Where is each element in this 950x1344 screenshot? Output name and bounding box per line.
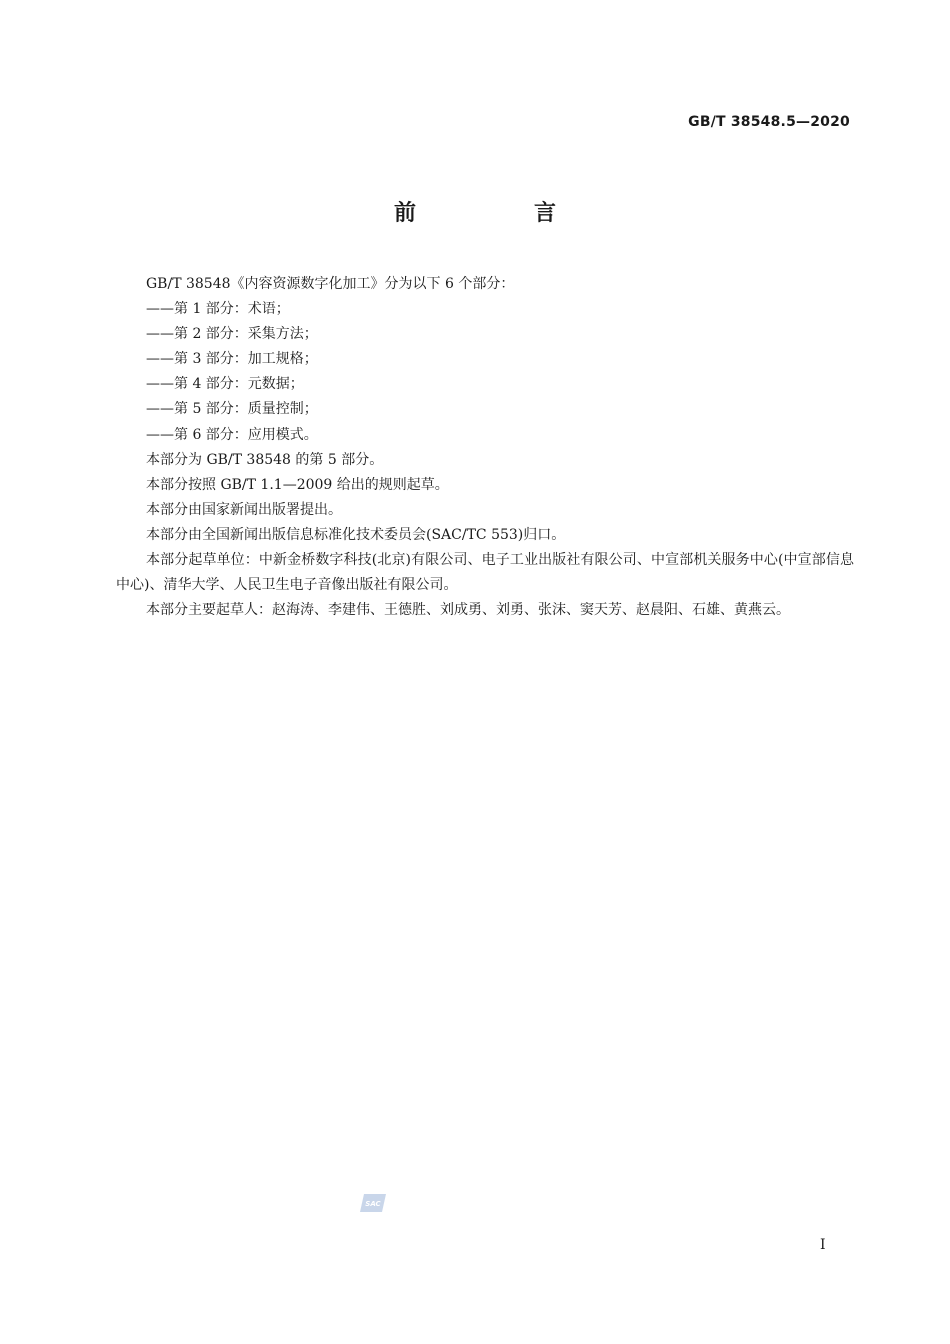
paragraph-drafters: 本部分主要起草人：赵海涛、李建伟、王德胜、刘成勇、刘勇、张沫、窦天芳、赵晨阳、石雄、黄燕云。 (146, 602, 790, 619)
list-item-part-2: ——第 2 部分：采集方法； (146, 326, 318, 343)
sac-logo-text: SAC (365, 1200, 381, 1208)
paragraph-parts-intro: GB/T 38548《内容资源数字化加工》分为以下 6 个部分： (146, 276, 515, 292)
paragraph-drafting-units: 本部分起草单位：中新金桥数字科技(北京)有限公司、电子工业出版社有限公司、中宣部机关服务中心(中宣部信息中心)、清华大学、人民卫生电子音像出版社有限公司。 (116, 552, 854, 594)
standard-code: GB/T 38548.5—2020 (688, 114, 850, 130)
document-body (116, 272, 854, 623)
paragraph-committee: 本部分由全国新闻出版信息标准化技术委员会(SAC/TC 553)归口。 (146, 526, 566, 543)
list-item-part-6: ——第 6 部分：应用模式。 (146, 426, 318, 443)
list-item-part-4: ——第 4 部分：元数据； (146, 376, 304, 393)
paragraph-this-part: 本部分为 GB/T 38548 的第 5 部分。 (146, 451, 384, 468)
sac-watermark-logo (360, 1192, 388, 1214)
page-number: I (820, 1237, 826, 1253)
page-title: 前 言 (393, 201, 604, 226)
list-item-part-1: ——第 1 部分：术语； (146, 301, 290, 318)
sac-logo-icon (360, 1192, 388, 1214)
paragraph-drafting-rules: 本部分按照 GB/T 1.1—2009 给出的规则起草。 (146, 476, 449, 493)
list-item-part-5: ——第 5 部分：质量控制； (146, 401, 318, 418)
paragraph-proposer: 本部分由国家新闻出版署提出。 (146, 501, 342, 518)
list-item-part-3: ——第 3 部分：加工规格； (146, 351, 318, 368)
